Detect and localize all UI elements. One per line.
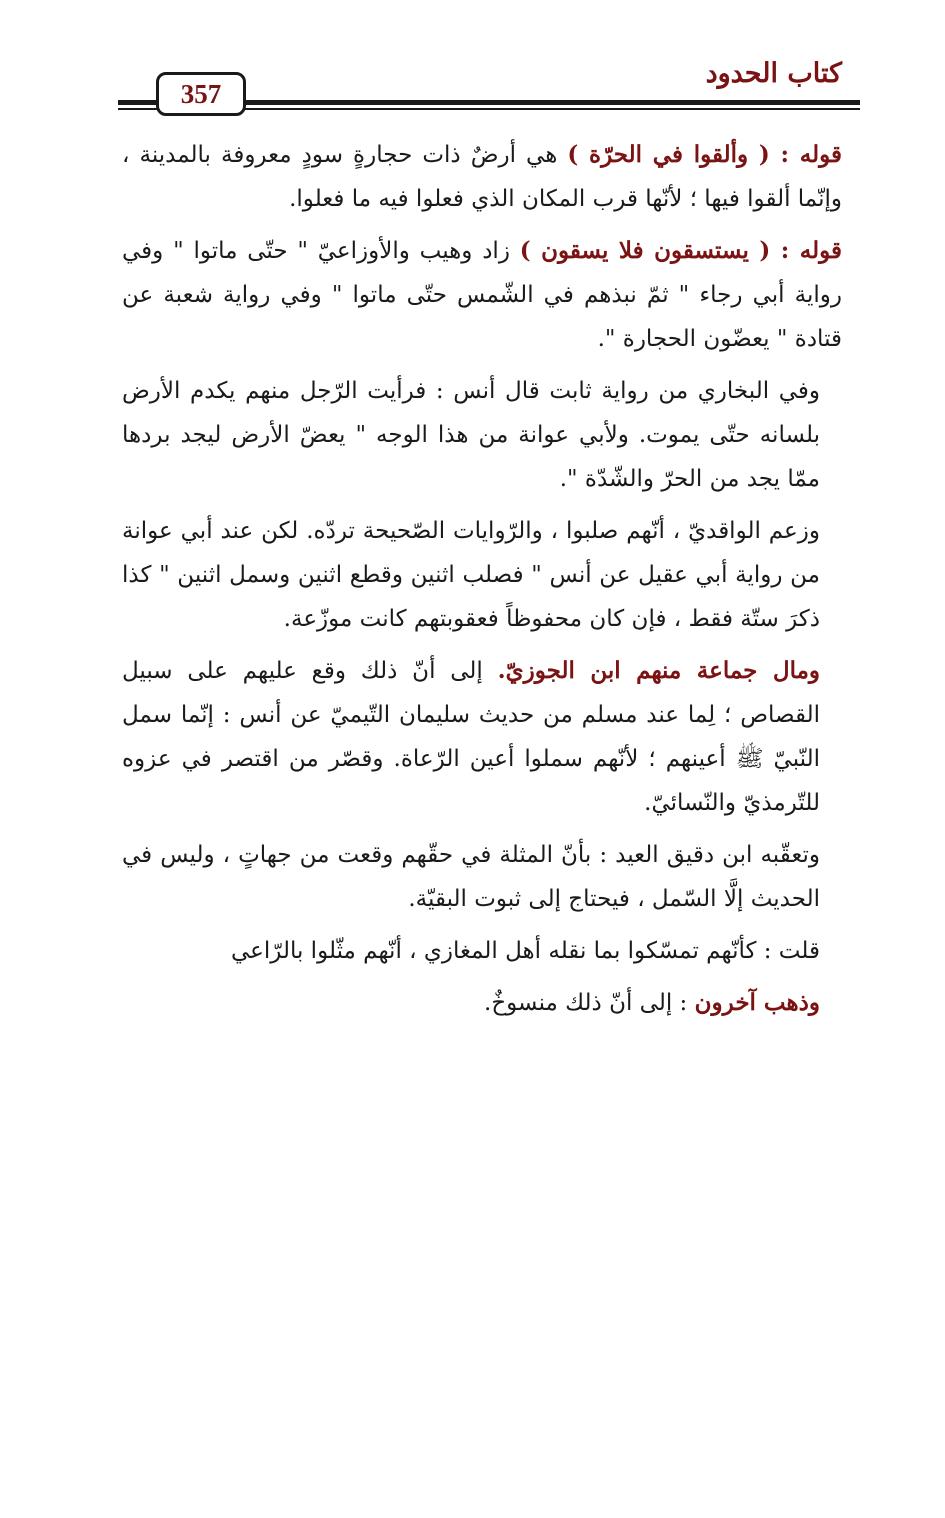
- paragraph-lead: قوله : ( يستسقون فلا يسقون ): [519, 237, 842, 264]
- paragraph-5: [122, 649, 842, 825]
- paragraph-text: قلت : كأنّهم تمسّكوا بما نقله أهل المغازي ، أنّهم مثّلوا بالرّاعي: [230, 938, 820, 964]
- paragraph-lead: ومال جماعة منهم ابن الجوزيّ.: [497, 657, 820, 684]
- page-number-box: [156, 72, 246, 116]
- page-body: [122, 133, 842, 1033]
- paragraph-4: [122, 509, 842, 641]
- paragraph-text: : إلى أنّ ذلك منسوخٌ.: [484, 990, 695, 1016]
- paragraph-1: [122, 133, 842, 221]
- book-title: كتاب الحدود: [705, 58, 842, 89]
- paragraph-2: [122, 229, 842, 361]
- paragraph-7: [122, 929, 842, 973]
- paragraph-8: [122, 981, 842, 1025]
- paragraph-text: وتعقّبه ابن دقيق العيد : بأنّ المثلة في حقّهم وقعت من جهاتٍ ، وليس في الحديث إلَّا السّمل ، فيحتاج إلى ثبوت البقيّة.: [122, 842, 820, 912]
- page-number: 357: [180, 78, 222, 109]
- paragraph-lead: قوله : ( وألقوا في الحرّة ): [567, 141, 842, 168]
- paragraph-text: هي أرضٌ ذات حجارةٍ سودٍ معروفة بالمدينة ، وإنّما ألقوا فيها ؛ لأنّها قرب المكان الذي فعلوا فيه ما فعلوا.: [122, 142, 842, 212]
- paragraph-3: [122, 369, 842, 501]
- paragraph-text: إلى أنّ ذلك وقع عليهم على سبيل القصاص ؛ لِما عند مسلم من حديث سليمان التّيميّ عن أنس : إنّما سمل النّبيّ ﷺ أعينهم ؛ لأنّهم سملوا أعين الرّعاة. وقصّر من اقتصر في عزوه للتّرمذيّ والنّسائيّ.: [122, 658, 820, 816]
- paragraph-6: [122, 833, 842, 921]
- paragraph-lead: وذهب آخرون: [694, 989, 820, 1016]
- paragraph-text: زاد وهيب والأوزاعيّ " حتّى ماتوا " وفي رواية أبي رجاء " ثمّ نبذهم في الشّمس حتّى ماتوا " وفي رواية شعبة عن قتادة " يعضّون الحجارة ".: [122, 238, 842, 352]
- paragraph-text: وزعم الواقديّ ، أنّهم صلبوا ، والرّوايات الصّحيحة تردّه. لكن عند أبي عوانة من رواية أبي عقيل عن أنس " فصلب اثنين وقطع اثنين وسمل اثنين " كذا ذكرَ ستّة فقط ، فإن كان محفوظاً فعقوبتهم كانت موزّعة.: [122, 518, 820, 632]
- paragraph-text: وفي البخاري من رواية ثابت قال أنس : فرأيت الرّجل منهم يكدم الأرض بلسانه حتّى يموت. ولأبي عوانة من هذا الوجه " يعضّ الأرض ليجد بردها ممّا يجد من الحرّ والشّدّة ".: [122, 378, 820, 492]
- page-header: [118, 40, 860, 120]
